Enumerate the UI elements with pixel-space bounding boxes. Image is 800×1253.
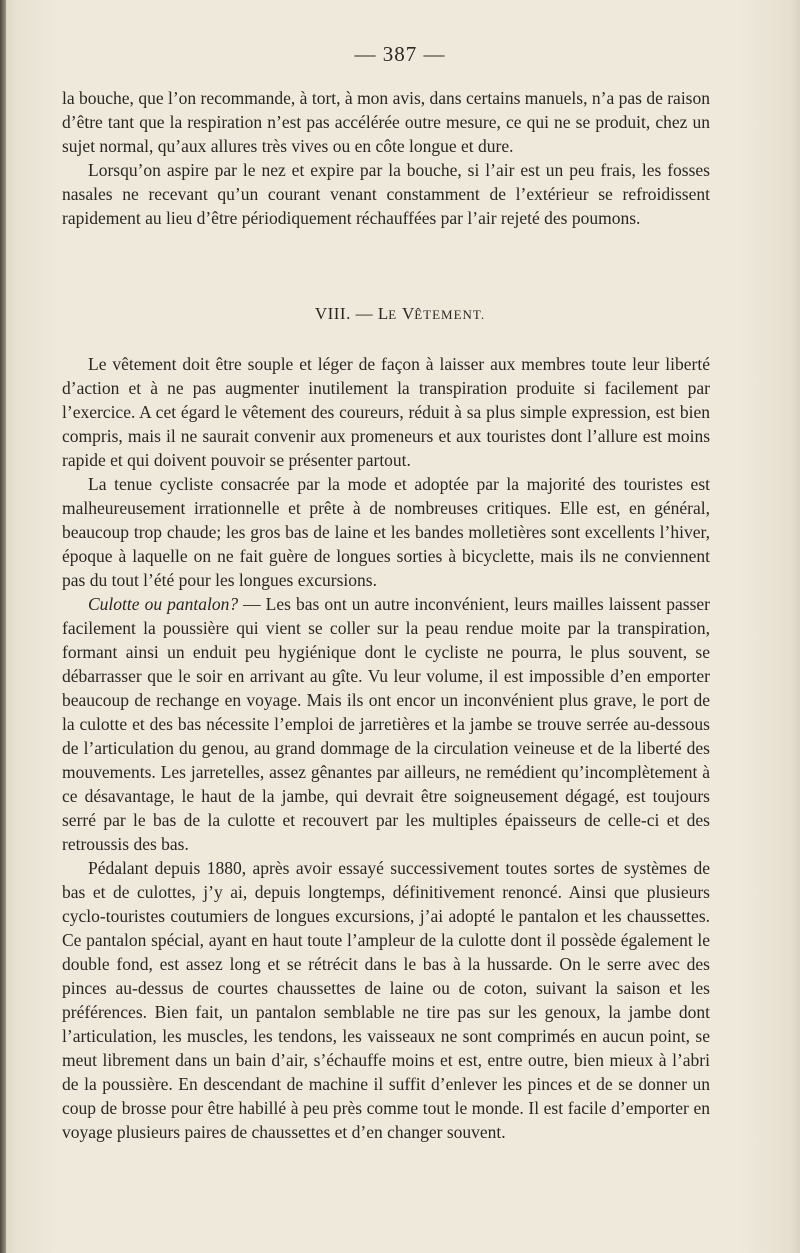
section-respiration (62, 86, 710, 230)
paragraph-tenue-cycliste: La tenue cycliste consacrée par la mode et adoptée par la majorité des touristes est malheureusement irrationnelle et prête à de nombreuses critiques. Elle est, en général, beaucoup trop chaude; les gros bas de laine et les bandes molletières sont excellents l’hiver, époque à laquelle on ne fait guère de longues sorties à bicyclette, mais ils ne conviennent pas du tout l’été pour les longues excursions. (62, 474, 710, 590)
paragraph-nasal: Lorsqu’on aspire par le nez et expire par la bouche, si l’air est un peu frais, les fosses nasales ne recevant qu’un courant venant constamment de l’extérieur se refroidissent rapidement au lieu d’être périodiquement réchauffées par l’air rejeté des poumons. (62, 160, 710, 228)
paragraph-culotte: Culotte ou pantalon? — Les bas ont un autre inconvénient, leurs mailles laissent passer facilement la poussière qui vient se coller sur la peau rendue moite par la transpiration, formant ainsi un enduit peu hygiénique dont le cycliste ne pourra, le plus souvent, se débarrasser que le soir en arrivant au gîte. Vu leur volume, il est impossible d’en emporter beaucoup de rechange en voyage. Mais ils ont encor un inconvénient plus grave, le port de la culotte et des bas nécessite l’emploi de jarretières et la jambe se trouve serrée au-dessous de l’articulation du genou, au grand dommage de la circulation veineuse et de la liberté des mouvements. Les jarretelles, assez gênantes par ailleurs, ne remédient qu’incomplètement à ce désavantage, le haut de la jambe, qui devrait être soigneusement dégagé, est toujours serré par le bas de la culotte et recouvert par les multiples épaisseurs de celle-ci et des retroussis des bas. (62, 594, 711, 854)
heading-title: LE VÊTEMENT. (377, 304, 486, 323)
paragraph-pedalant: Pédalant depuis 1880, après avoir essayé successivement toutes sortes de systèmes de bas et de culottes, j’y ai, depuis longtemps, définitivement renoncé. Ainsi que plusieurs cyclo-touristes coutumiers de longues excursions, j’ai adopté le pantalon et les chaussettes. Ce pantalon spécial, ayant en haut toute l’ampleur de la culotte dont il possède également le double fond, est assez long et se rétrécit dans le bas à la hussarde. On le serre avec des pinces au-dessus de courtes chaussettes de laine ou de coton, suivant la saison et les préférences. Bien fait, un pantalon semblable ne tire pas sur les genoux, la jambe dont l’articulation, les muscles, les tendons, les vaisseaux ne sont comprimés en aucun point, se meut librement dans un bain d’air, s’échauffe moins et est, entre outre, bien mieux à l’abri de la poussière. En descendant de machine il suffit d’enlever les pinces et de se donner un coup de brosse pour être habillé à peu près comme tout le monde. Il est facile d’emporter en voyage plusieurs paires de chaussettes et d’en changer souvent. (62, 858, 710, 1142)
paragraph-continuation: la bouche, que l’on recommande, à tort, à mon avis, dans certains manuels, n’a pas de raison d’être tant que la respiration n’est pas accélérée outre mesure, ce qui ne se produit, chez un sujet normal, qu’aux allures très vives ou en côte longue et dure. (62, 88, 710, 156)
section-heading (0, 304, 800, 324)
paragraph-vetement: Le vêtement doit être souple et léger de façon à laisser aux membres toute leur liberté d’action et à ne pas augmenter inutilement la transpiration produite si facilement par l’exercice. A cet égard le vêtement des coureurs, réduit à sa plus simple expression, est bien compris, mais il ne saurait convenir aux promeneurs et aux touristes dont l’allure est moins rapide et qui doivent pouvoir se présenter partout. (62, 354, 710, 470)
page-number: — 387 — (354, 42, 446, 66)
book-spine-shadow (0, 0, 6, 1253)
heading-number: VIII. — (314, 304, 374, 323)
section-culotte (62, 592, 710, 1144)
section-vetement (62, 352, 710, 592)
paragraph-lead: Culotte ou pantalon? (88, 594, 239, 614)
